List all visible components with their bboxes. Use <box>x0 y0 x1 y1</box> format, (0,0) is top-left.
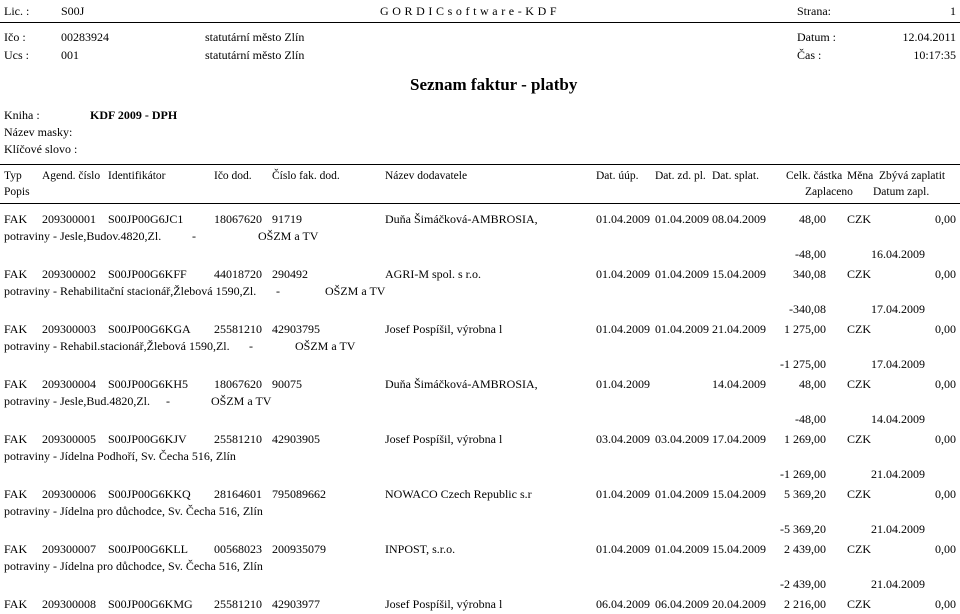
row-popis: potraviny - Jesle,Budov.4820,Zl. <box>4 229 162 243</box>
row-uup: 01.04.2009 <box>596 322 650 336</box>
col-agend: Agend. číslo <box>42 170 101 182</box>
row-agend: 209300007 <box>42 542 96 556</box>
row-fak: 90075 <box>272 377 302 391</box>
row-typ: FAK <box>4 542 28 556</box>
row-ident: S00JP00G6KMG <box>108 597 193 611</box>
row-ico: 18067620 <box>214 212 262 226</box>
row-zbyva: 0,00 <box>935 542 956 556</box>
row-fak: 42903977 <box>272 597 320 611</box>
row-zbyva: 0,00 <box>935 377 956 391</box>
row-nazev: Duňa Šimáčková-AMBROSIA, <box>385 377 538 391</box>
row-fak: 290492 <box>272 267 308 281</box>
row-zapl: -340,08 <box>789 302 826 316</box>
row-nazev: Josef Pospíšil, výrobna l <box>385 597 503 611</box>
row-splat: 17.04.2009 <box>712 432 766 446</box>
row-popis2: OŠZM a TV <box>211 394 272 408</box>
row-splat: 15.04.2009 <box>712 542 766 556</box>
row-splat: 21.04.2009 <box>712 322 766 336</box>
row-fak: 42903795 <box>272 322 320 336</box>
col-ident: Identifikátor <box>108 170 166 182</box>
row-nazev: Josef Pospíšil, výrobna l <box>385 322 503 336</box>
col-datum-zapl: Datum zapl. <box>873 186 930 198</box>
row-mena: CZK <box>847 267 871 281</box>
header-rule-bottom <box>0 203 960 204</box>
row-agend: 209300006 <box>42 487 96 501</box>
col-zaplaceno: Zaplaceno <box>805 186 853 198</box>
row-datum_zapl: 21.04.2009 <box>871 522 925 536</box>
header-rule-top <box>0 164 960 165</box>
row-ident: S00JP00G6KJV <box>108 432 187 446</box>
row-uup: 01.04.2009 <box>596 377 650 391</box>
row-mena: CZK <box>847 487 871 501</box>
kniha-value: KDF 2009 - DPH <box>90 108 178 122</box>
col-ico-dod: Ičo dod. <box>214 170 252 182</box>
row-agend: 209300004 <box>42 377 96 391</box>
lic-label: Lic. : <box>4 4 30 18</box>
row-fak: 91719 <box>272 212 302 226</box>
ucs-name: statutární město Zlín <box>205 48 305 62</box>
row-mena: CZK <box>847 322 871 336</box>
row-mena: CZK <box>847 542 871 556</box>
cas-value: 10:17:35 <box>913 48 956 62</box>
row-fak: 795089662 <box>272 487 326 501</box>
row-zbyva: 0,00 <box>935 487 956 501</box>
row-splat: 15.04.2009 <box>712 267 766 281</box>
row-datum_zapl: 16.04.2009 <box>871 247 925 261</box>
col-dat-splat: Dat. splat. <box>712 170 759 182</box>
row-splat: 08.04.2009 <box>712 212 766 226</box>
ico-name: statutární město Zlín <box>205 30 305 44</box>
app-title: G O R D I C s o f t w a r e - K D F <box>380 4 557 18</box>
row-ico: 44018720 <box>214 267 262 281</box>
row-celk: 1 269,00 <box>784 432 826 446</box>
row-nazev: AGRI-M spol. s r.o. <box>385 267 482 281</box>
row-zbyva: 0,00 <box>935 267 956 281</box>
row-dash: - <box>166 394 170 408</box>
ico-label: Ičo : <box>4 30 26 44</box>
strana-label: Strana: <box>797 4 831 18</box>
top-rule <box>0 22 960 23</box>
row-zbyva: 0,00 <box>935 322 956 336</box>
datum-value: 12.04.2011 <box>902 30 956 44</box>
row-ident: S00JP00G6KGA <box>108 322 191 336</box>
row-typ: FAK <box>4 597 28 611</box>
col-dat-zd: Dat. zd. pl. <box>655 170 706 182</box>
row-zd: 06.04.2009 <box>655 597 709 611</box>
row-popis: potraviny - Jesle,Bud.4820,Zl. <box>4 394 150 408</box>
report-title: Seznam faktur - platby <box>410 75 578 94</box>
row-datum_zapl: 17.04.2009 <box>871 357 925 371</box>
row-ident: S00JP00G6KKQ <box>108 487 191 501</box>
row-nazev: INPOST, s.r.o. <box>385 542 456 556</box>
lic-value: S00J <box>61 4 85 18</box>
row-splat: 20.04.2009 <box>712 597 766 611</box>
row-agend: 209300005 <box>42 432 96 446</box>
row-mena: CZK <box>847 377 871 391</box>
row-zd: 01.04.2009 <box>655 322 709 336</box>
row-ident: S00JP00G6JC1 <box>108 212 184 226</box>
maska-label: Název masky: <box>4 125 73 139</box>
row-uup: 06.04.2009 <box>596 597 650 611</box>
row-zapl: -1 269,00 <box>780 467 826 481</box>
row-dash: - <box>249 339 253 353</box>
row-zbyva: 0,00 <box>935 212 956 226</box>
row-popis2: OŠZM a TV <box>258 229 319 243</box>
row-fak: 200935079 <box>272 542 326 556</box>
row-celk: 340,08 <box>793 267 826 281</box>
row-popis: potraviny - Jídelna Podhoří, Sv. Čecha 516, Zlín <box>4 449 236 463</box>
row-datum_zapl: 21.04.2009 <box>871 467 925 481</box>
row-ident: S00JP00G6KH5 <box>108 377 189 391</box>
row-popis2: OŠZM a TV <box>295 339 356 353</box>
row-zapl: -48,00 <box>795 247 826 261</box>
row-typ: FAK <box>4 432 28 446</box>
row-mena: CZK <box>847 597 871 611</box>
ico-value: 00283924 <box>61 30 109 44</box>
ucs-label: Ucs : <box>4 48 29 62</box>
kniha-label: Kniha : <box>4 108 40 122</box>
col-cislo-fak: Číslo fak. dod. <box>272 170 340 182</box>
row-datum_zapl: 14.04.2009 <box>871 412 925 426</box>
row-splat: 14.04.2009 <box>712 377 766 391</box>
row-splat: 15.04.2009 <box>712 487 766 501</box>
row-celk: 1 275,00 <box>784 322 826 336</box>
row-uup: 01.04.2009 <box>596 267 650 281</box>
row-uup: 01.04.2009 <box>596 487 650 501</box>
row-nazev: Josef Pospíšil, výrobna l <box>385 432 503 446</box>
row-zd: 01.04.2009 <box>655 487 709 501</box>
row-zapl: -1 275,00 <box>780 357 826 371</box>
col-popis: Popis <box>4 186 30 198</box>
row-celk: 2 439,00 <box>784 542 826 556</box>
row-ico: 25581210 <box>214 432 262 446</box>
row-uup: 01.04.2009 <box>596 542 650 556</box>
row-celk: 48,00 <box>799 377 826 391</box>
row-popis2: OŠZM a TV <box>325 284 386 298</box>
row-typ: FAK <box>4 322 28 336</box>
row-zd: 01.04.2009 <box>655 267 709 281</box>
ucs-value: 001 <box>61 48 79 62</box>
row-zd: 01.04.2009 <box>655 212 709 226</box>
row-popis: potraviny - Jídelna pro důchodce, Sv. Čecha 516, Zlín <box>4 559 263 573</box>
row-dash: - <box>192 229 196 243</box>
row-datum_zapl: 17.04.2009 <box>871 302 925 316</box>
row-popis: potraviny - Rehabil.stacionář,Žlebová 1590,Zl. <box>4 339 230 353</box>
row-agend: 209300008 <box>42 597 96 611</box>
strana-value: 1 <box>950 4 956 18</box>
row-nazev: Duňa Šimáčková-AMBROSIA, <box>385 212 538 226</box>
slovo-label: Klíčové slovo : <box>4 142 78 156</box>
row-nazev: NOWACO Czech Republic s.r <box>385 487 532 501</box>
row-ico: 18067620 <box>214 377 262 391</box>
row-typ: FAK <box>4 487 28 501</box>
row-popis: potraviny - Rehabilitační stacionář,Žlebová 1590,Zl. <box>4 284 257 298</box>
row-ico: 25581210 <box>214 597 262 611</box>
row-typ: FAK <box>4 212 28 226</box>
row-zbyva: 0,00 <box>935 597 956 611</box>
row-typ: FAK <box>4 267 28 281</box>
row-zapl: -48,00 <box>795 412 826 426</box>
row-ident: S00JP00G6KFF <box>108 267 187 281</box>
col-zbyva: Zbývá zaplatit <box>879 170 946 182</box>
col-mena: Měna <box>847 170 874 182</box>
row-agend: 209300002 <box>42 267 96 281</box>
cas-label: Čas : <box>797 48 822 62</box>
row-ico: 28164601 <box>214 487 262 501</box>
row-uup: 01.04.2009 <box>596 212 650 226</box>
row-fak: 42903905 <box>272 432 320 446</box>
row-ico: 00568023 <box>214 542 262 556</box>
row-uup: 03.04.2009 <box>596 432 650 446</box>
row-zapl: -2 439,00 <box>780 577 826 591</box>
row-ident: S00JP00G6KLL <box>108 542 189 556</box>
datum-label: Datum : <box>797 30 836 44</box>
row-celk: 48,00 <box>799 212 826 226</box>
row-celk: 5 369,20 <box>784 487 826 501</box>
row-agend: 209300003 <box>42 322 96 336</box>
row-zd: 01.04.2009 <box>655 542 709 556</box>
row-zapl: -5 369,20 <box>780 522 826 536</box>
row-celk: 2 216,00 <box>784 597 826 611</box>
row-agend: 209300001 <box>42 212 96 226</box>
row-popis: potraviny - Jídelna pro důchodce, Sv. Čecha 516, Zlín <box>4 504 263 518</box>
col-celk: Celk. částka <box>786 170 843 182</box>
row-zd: 03.04.2009 <box>655 432 709 446</box>
row-dash: - <box>276 284 280 298</box>
row-mena: CZK <box>847 212 871 226</box>
col-nazev: Název dodavatele <box>385 170 468 182</box>
row-zbyva: 0,00 <box>935 432 956 446</box>
col-dat-uup: Dat. úúp. <box>596 170 639 182</box>
row-datum_zapl: 21.04.2009 <box>871 577 925 591</box>
row-typ: FAK <box>4 377 28 391</box>
row-mena: CZK <box>847 432 871 446</box>
col-typ: Typ <box>4 170 22 182</box>
row-ico: 25581210 <box>214 322 262 336</box>
